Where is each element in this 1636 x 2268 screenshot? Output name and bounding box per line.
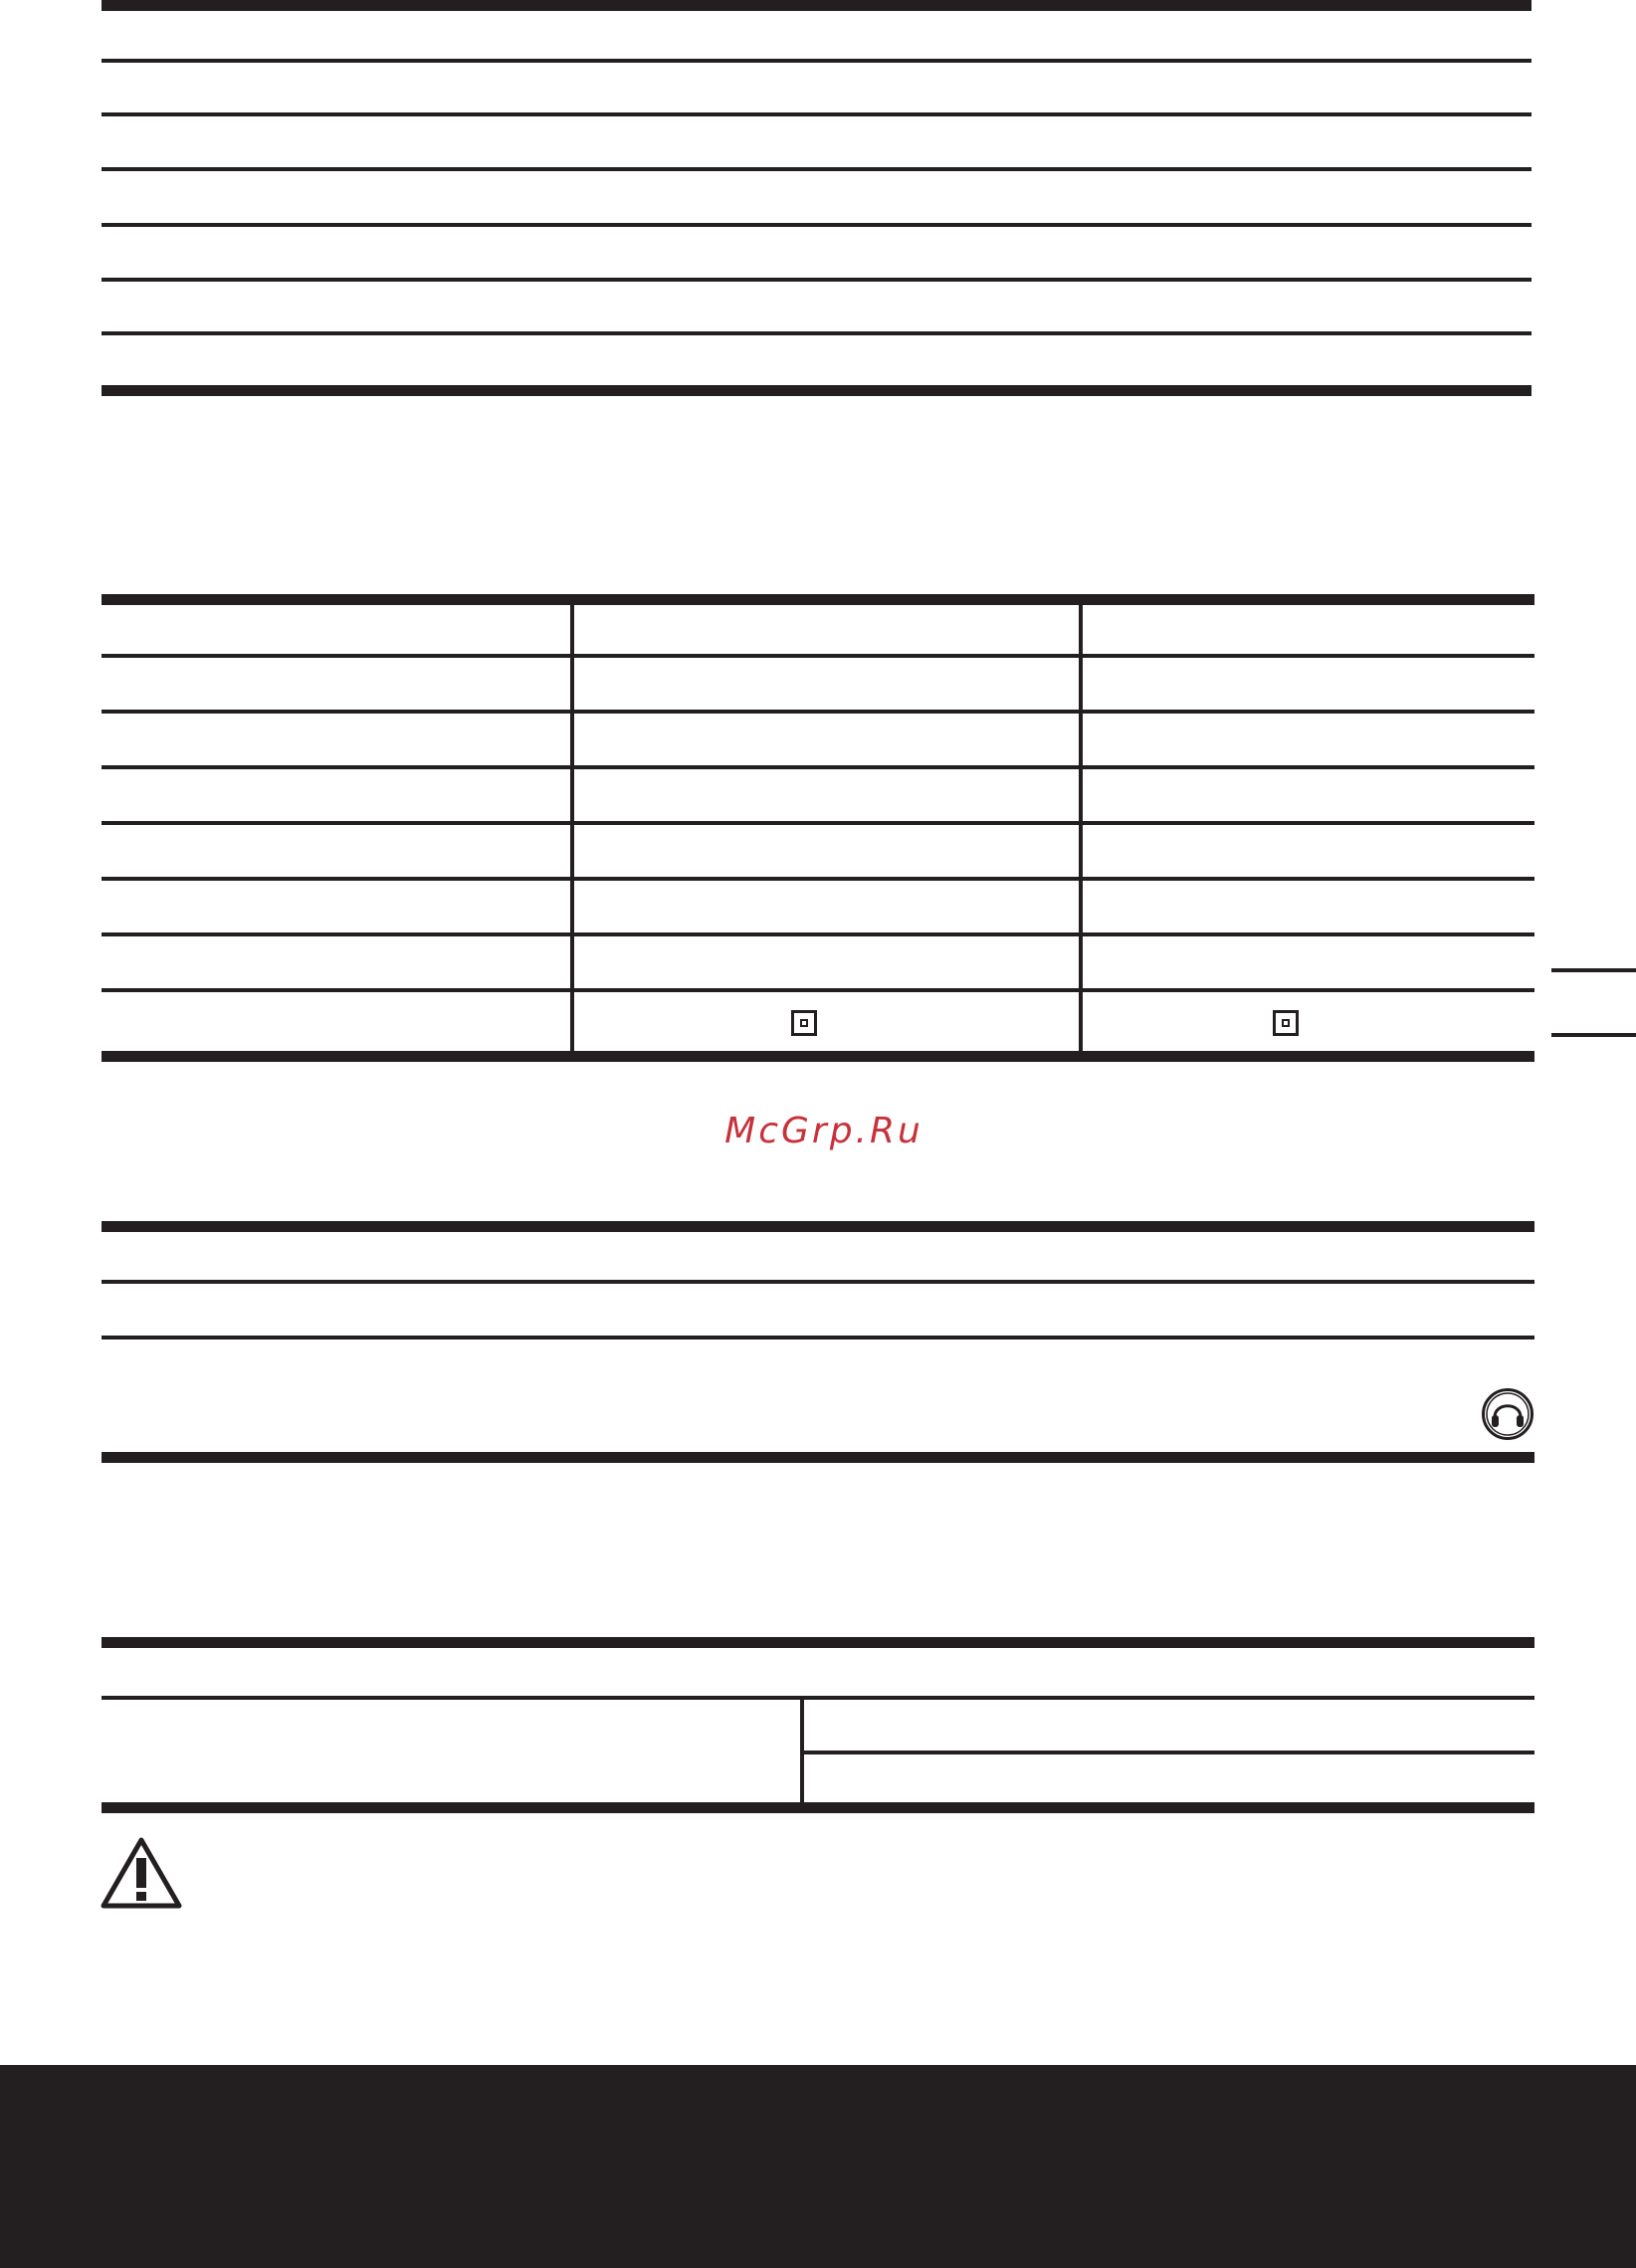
table4-row-rule [102,1696,1534,1700]
warning-triangle-icon [100,1836,183,1912]
side-tab-mark [1551,968,1636,972]
table4-bottom-rule [102,1802,1534,1813]
table1-row-rule [102,59,1532,63]
table2-bottom-rule [102,1051,1534,1062]
footer-band [0,2065,1636,2268]
table2-row-rule [102,932,1534,936]
table2-top-rule [102,594,1534,605]
table3-bottom-rule [102,1452,1534,1463]
class-ii-double-insulation-icon [791,1010,817,1036]
table3-row-rule [102,1280,1534,1284]
class-ii-double-insulation-icon [1273,1010,1299,1036]
table1-row-rule [102,167,1532,171]
table3-row-rule [102,1336,1534,1340]
table2-row-rule [102,821,1534,825]
table4-subrow-rule [802,1751,1534,1754]
table3-top-rule [102,1221,1534,1232]
table1-top-rule [102,0,1532,11]
table2-row-rule [102,765,1534,769]
table1-row-rule [102,331,1532,335]
table1-bottom-rule [102,385,1532,396]
table1-row-rule [102,112,1532,116]
table2-row-rule [102,988,1534,992]
table2-row-rule [102,877,1534,881]
watermark-text: McGrp.Ru [724,1111,923,1151]
table1-row-rule [102,223,1532,227]
table2-row-rule [102,654,1534,658]
table2-column-divider [570,603,574,1053]
table4-top-rule [102,1637,1534,1648]
table2-column-divider [1079,603,1083,1053]
side-tab-mark [1551,1033,1636,1037]
table1-row-rule [102,278,1532,282]
table4-column-divider [800,1698,804,1804]
hearing-protection-icon [1481,1387,1534,1441]
table2-row-rule [102,710,1534,714]
